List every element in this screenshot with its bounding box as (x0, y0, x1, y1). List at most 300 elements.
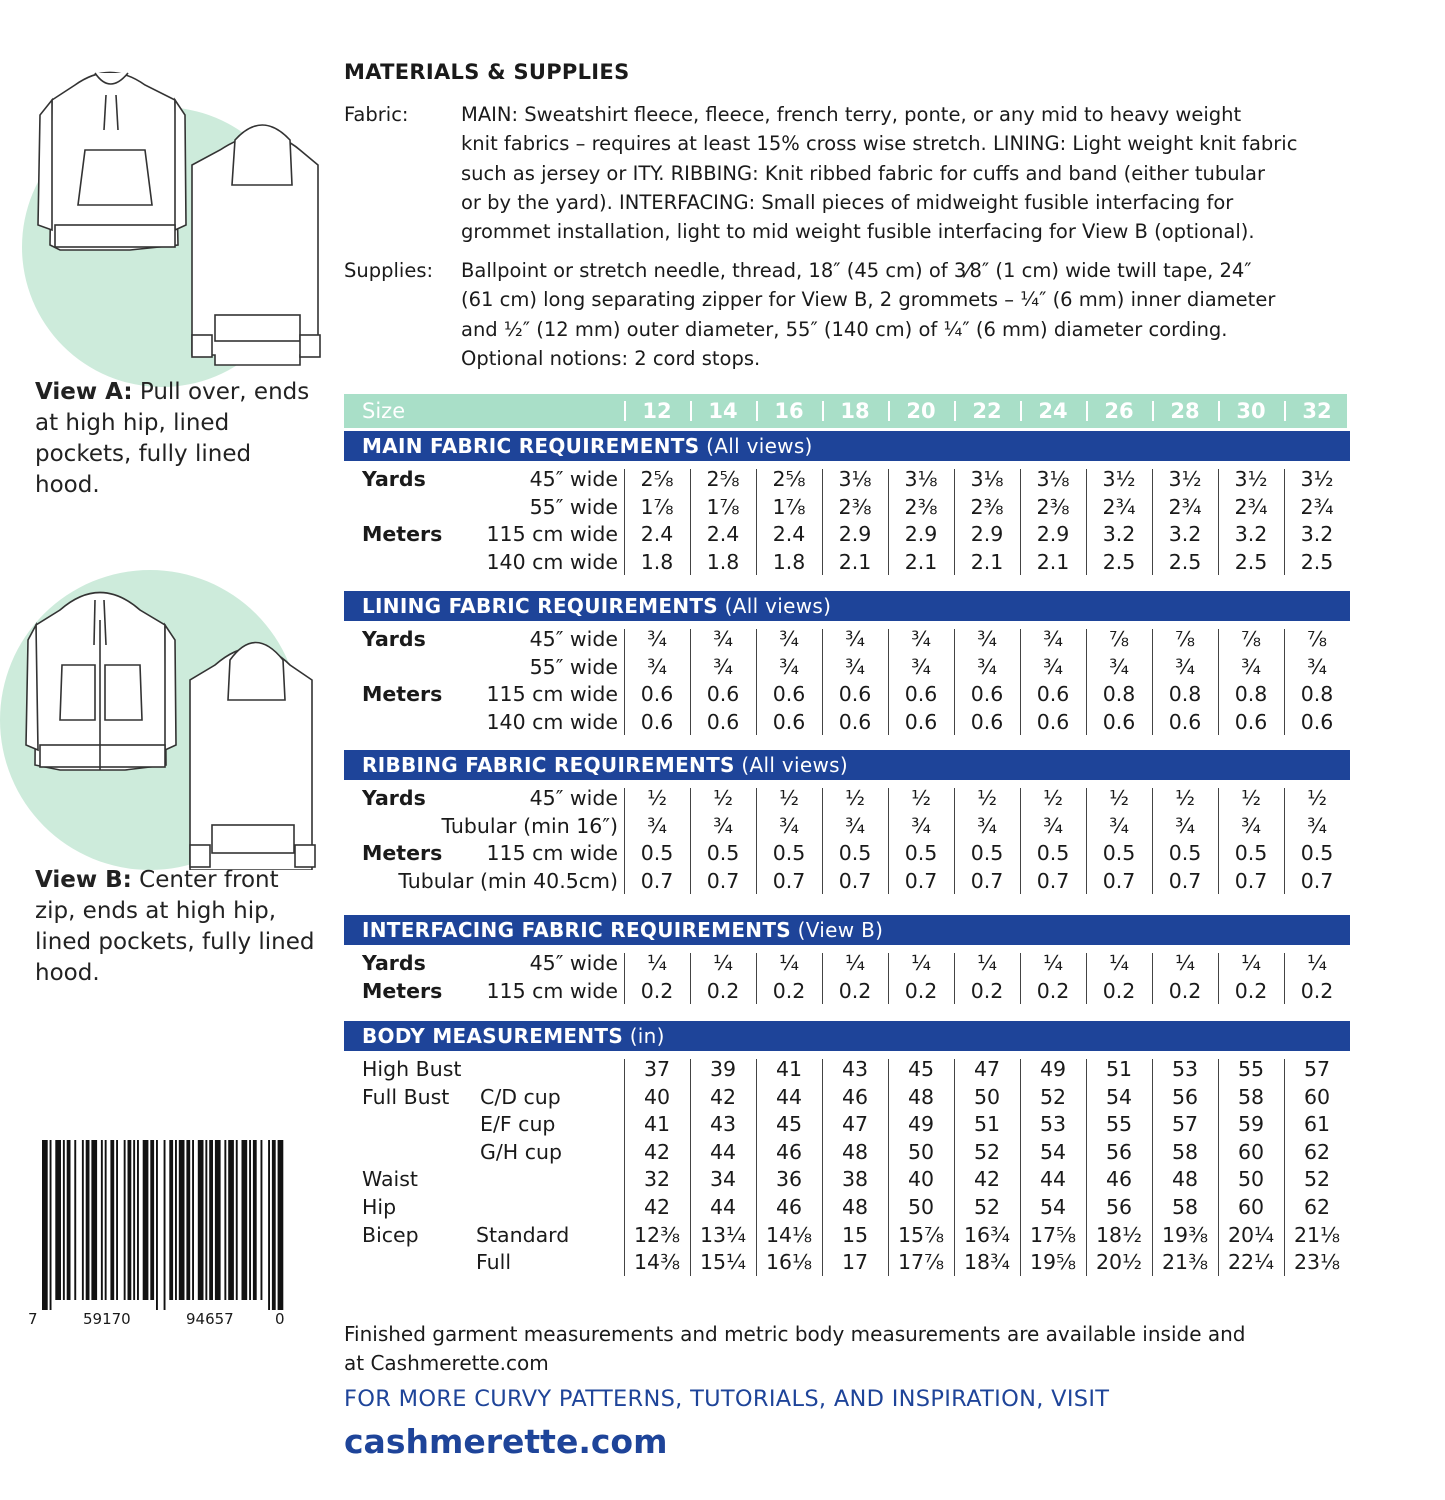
supplies-row (344, 256, 1359, 376)
table-cell: 0.7 (904, 868, 938, 893)
table-cell: 43 (841, 1057, 869, 1081)
table-cell: ¼ (647, 951, 667, 975)
table-cell: ¾ (1307, 654, 1327, 679)
table-cell: 62 (1303, 1195, 1331, 1219)
barcode-bar (143, 1140, 149, 1300)
size-header-divider (690, 401, 692, 421)
table-cell: 2¾ (1300, 494, 1334, 519)
section-title: INTERFACING FABRIC REQUIREMENTS (View B) (362, 918, 884, 942)
barcode-bar (186, 1140, 190, 1300)
barcode-digit-last: 0 (275, 1310, 285, 1328)
table-cell: ¾ (647, 627, 667, 651)
column-divider (1020, 629, 1021, 735)
table-cell: 56 (1105, 1139, 1133, 1164)
table-cell: 3½ (1102, 467, 1136, 491)
table-cell: 0.8 (1300, 682, 1334, 707)
fabric-line: such as jersey or ITY. RIBBING: Knit ribbed fabric for cuffs and band (either tubular (461, 161, 1265, 185)
supplies-text (461, 256, 1356, 373)
size-header-divider (1152, 401, 1154, 421)
barcode-bar (156, 1140, 158, 1310)
table-cell: 3½ (1234, 467, 1268, 491)
table-cell: 0.6 (904, 709, 938, 734)
table-cell: 44 (709, 1139, 737, 1164)
column-divider (954, 953, 955, 1004)
row-label: 115 cm wide (486, 682, 618, 707)
table-cell: 2⅜ (970, 494, 1004, 519)
table-cell: ¾ (845, 627, 865, 651)
column-divider (756, 469, 757, 575)
fabric-line: or by the yard). INTERFACING: Small pieces of midweight fusible interfacing for (461, 190, 1234, 214)
table-cell: 3½ (1300, 467, 1334, 491)
section-header (344, 750, 1350, 780)
column-divider (954, 469, 955, 575)
barcode-bar (86, 1140, 90, 1300)
table-cell: 13¼ (700, 1222, 746, 1247)
section-title: BODY MEASUREMENTS (in) (362, 1024, 665, 1048)
table-cell: 15⅞ (898, 1222, 944, 1247)
table-cell: 0.5 (1102, 841, 1136, 866)
barcode-bar (179, 1140, 185, 1300)
table-cell: ¾ (911, 627, 931, 651)
table-cell: ¾ (1241, 813, 1261, 838)
table-cell: ¾ (911, 813, 931, 838)
table-cell: 56 (1105, 1195, 1133, 1219)
barcode-bar (192, 1140, 194, 1300)
column-divider (690, 1059, 691, 1276)
table-cell: 3⅛ (904, 467, 938, 491)
table-cell: 2¾ (1168, 494, 1202, 519)
table-cell: 20¼ (1228, 1222, 1274, 1247)
table-cell: 3½ (1168, 467, 1202, 491)
row-label: 45″ wide (529, 951, 618, 975)
footer-cta: FOR MORE CURVY PATTERNS, TUTORIALS, AND INSPIRATION, VISIT (344, 1386, 1110, 1412)
table-cell: 57 (1171, 1112, 1199, 1137)
view-b-caption (35, 865, 315, 989)
row-group-label: Yards (362, 951, 426, 975)
table-cell: 17⅞ (898, 1250, 944, 1275)
table-cell: 18½ (1096, 1222, 1142, 1247)
size-header-cell: 20 (906, 399, 936, 423)
table-cell: 15¼ (700, 1250, 746, 1275)
column-divider (1020, 788, 1021, 894)
barcode-bar (164, 1140, 166, 1310)
barcode-bar (42, 1140, 48, 1310)
table-cell: 1⅞ (706, 494, 740, 519)
barcode-bar (116, 1140, 118, 1300)
row-group-label: Meters (362, 978, 443, 1003)
table-cell: 2.4 (706, 522, 740, 547)
section-title: LINING FABRIC REQUIREMENTS (All views) (362, 594, 832, 618)
table-cell: 22¼ (1228, 1250, 1274, 1275)
table-cell: 1.8 (772, 549, 806, 574)
table-cell: 0.5 (772, 841, 806, 866)
table-cell: 21⅛ (1294, 1222, 1340, 1247)
table-cell: ¾ (1175, 813, 1195, 838)
barcode-bar (278, 1140, 284, 1310)
column-divider (1218, 788, 1219, 894)
size-header-cell: 26 (1104, 399, 1134, 423)
table-cell: 14⅛ (766, 1222, 812, 1247)
column-divider (1152, 469, 1153, 575)
barcode-bar (249, 1140, 251, 1300)
column-divider (690, 953, 691, 1004)
table-cell: 3.2 (1102, 522, 1136, 547)
table-cell: 2⅜ (838, 494, 872, 519)
barcode-bar (198, 1140, 204, 1300)
table-cell: 49 (1039, 1057, 1067, 1081)
table-cell: ¼ (1307, 951, 1327, 975)
table-cell: 53 (1171, 1057, 1199, 1081)
table-cell: 16¾ (964, 1222, 1010, 1247)
table-cell: 0.5 (1168, 841, 1202, 866)
table-cell: ½ (779, 786, 799, 810)
table-cell: ½ (647, 786, 667, 810)
table-cell: ¼ (779, 951, 799, 975)
table-cell: 3⅛ (838, 467, 872, 491)
barcode-bar (150, 1140, 154, 1300)
table-cell: 0.6 (706, 682, 740, 707)
table-cell: ½ (1175, 786, 1195, 810)
table-cell: ¼ (845, 951, 865, 975)
table-cell: 51 (973, 1112, 1001, 1137)
table-cell: ¾ (779, 654, 799, 679)
table-cell: 0.5 (838, 841, 872, 866)
table-cell: 60 (1237, 1139, 1265, 1164)
table-cell: 0.5 (1234, 841, 1268, 866)
table-cell: 0.7 (1036, 868, 1070, 893)
table-cell: 41 (775, 1057, 803, 1081)
table-cell: 54 (1039, 1195, 1067, 1219)
row-label: 115 cm wide (486, 522, 618, 547)
footer-url-link[interactable]: cashmerette.com (344, 1422, 668, 1461)
view-b-text: Center front zip, ends at high hip, lined pockets, fully lined hood. (35, 867, 315, 986)
column-divider (1218, 629, 1219, 735)
table-cell: 52 (973, 1195, 1001, 1219)
column-divider (1152, 629, 1153, 735)
barcode-bar (224, 1140, 226, 1300)
table-cell: 44 (775, 1084, 803, 1109)
table-cell: ¼ (1043, 951, 1063, 975)
column-divider (888, 953, 889, 1004)
table-cell: 52 (973, 1139, 1001, 1164)
column-divider (1218, 953, 1219, 1004)
table-cell: 2.5 (1234, 549, 1268, 574)
supplies-label: Supplies: (344, 259, 434, 282)
table-cell: 51 (1105, 1057, 1133, 1081)
table-cell: 0.2 (970, 978, 1004, 1003)
table-cell: 2¾ (1234, 494, 1268, 519)
view-a-text: Pull over, ends at high hip, lined pockets, fully lined hood. (35, 379, 310, 498)
table-cell: ¾ (977, 627, 997, 651)
size-header-cell: 12 (642, 399, 672, 423)
fabric-line: grommet installation, light to mid weight fusible interfacing for View B (optional). (461, 220, 1255, 244)
table-cell: 0.6 (838, 709, 872, 734)
row-group-label: Yards (362, 467, 426, 491)
table-cell: ¾ (1043, 813, 1063, 838)
table-cell: 0.2 (1036, 978, 1070, 1003)
section-title: MAIN FABRIC REQUIREMENTS (All views) (362, 434, 813, 458)
size-header-cell: 14 (708, 399, 738, 423)
table-cell: ½ (977, 786, 997, 810)
table-cell: 58 (1171, 1195, 1199, 1219)
table-cell: 0.6 (706, 709, 740, 734)
table-cell: 58 (1237, 1084, 1265, 1109)
size-header-divider (1284, 401, 1286, 421)
size-header-divider (954, 401, 956, 421)
table-cell: 0.2 (904, 978, 938, 1003)
table-cell: 44 (1039, 1167, 1067, 1192)
table-cell: 61 (1303, 1112, 1331, 1137)
section-header (344, 591, 1350, 621)
table-cell: 0.2 (1234, 978, 1268, 1003)
table-cell: 2.9 (970, 522, 1004, 547)
barcode-bar (50, 1140, 52, 1310)
table-cell: 50 (1237, 1167, 1265, 1192)
table-cell: ¾ (1175, 654, 1195, 679)
table-cell: 0.7 (772, 868, 806, 893)
column-divider (1086, 469, 1087, 575)
table-cell: 2.5 (1168, 549, 1202, 574)
barcode-digit-left: 59170 (83, 1310, 131, 1328)
size-header-cell: 24 (1038, 399, 1068, 423)
section-header (344, 915, 1350, 945)
table-cell: ¾ (779, 813, 799, 838)
row-group-label: Meters (362, 522, 443, 547)
barcode-bar (205, 1140, 207, 1300)
table-cell: 54 (1039, 1139, 1067, 1164)
barcode-bar (63, 1140, 65, 1300)
column-divider (624, 1059, 625, 1276)
table-cell: ¾ (845, 654, 865, 679)
table-cell: 47 (841, 1112, 869, 1137)
table-cell: ½ (845, 786, 865, 810)
barcode-bar (228, 1140, 234, 1300)
column-divider (888, 788, 889, 894)
table-cell: 0.7 (1102, 868, 1136, 893)
row-group-label: Meters (362, 682, 443, 707)
column-divider (888, 1059, 889, 1276)
table-cell: 46 (775, 1139, 803, 1164)
column-divider (1020, 953, 1021, 1004)
table-cell: 2.9 (838, 522, 872, 547)
table-cell: ¾ (713, 813, 733, 838)
size-header-divider (888, 401, 890, 421)
table-cell: 23⅛ (1294, 1250, 1340, 1275)
table-cell: 0.6 (640, 682, 674, 707)
row-label: 45″ wide (529, 786, 618, 810)
table-cell: 2.9 (1036, 522, 1070, 547)
table-cell: 43 (709, 1112, 737, 1137)
table-cell: 0.5 (1036, 841, 1070, 866)
table-cell: ¾ (977, 813, 997, 838)
view-a-illustration (0, 55, 330, 385)
table-cell: 20½ (1096, 1250, 1142, 1275)
table-cell: 46 (1105, 1167, 1133, 1192)
table-cell: 42 (709, 1084, 737, 1109)
materials-title: MATERIALS & SUPPLIES (344, 60, 630, 84)
table-cell: ¾ (713, 654, 733, 679)
column-divider (690, 629, 691, 735)
row-group-label: Yards (362, 627, 426, 651)
table-cell: 2.1 (970, 549, 1004, 574)
row-label: 115 cm wide (486, 978, 618, 1003)
table-cell: ¾ (911, 654, 931, 679)
table-cell: ½ (1043, 786, 1063, 810)
column-divider (1152, 1059, 1153, 1276)
table-cell: 0.2 (838, 978, 872, 1003)
table-cell: 42 (973, 1167, 1001, 1192)
supplies-line: Optional notions: 2 cord stops. (461, 346, 761, 370)
row-group-label: Hip (362, 1195, 397, 1219)
barcode-bar (175, 1140, 177, 1300)
table-cell: 0.5 (640, 841, 674, 866)
column-divider (822, 629, 823, 735)
row-label: Full (476, 1250, 512, 1275)
table-cell: 1⅞ (640, 494, 674, 519)
table-cell: 19⅝ (1030, 1250, 1076, 1275)
table-cell: ¾ (1109, 813, 1129, 838)
fabric-line: knit fabrics – requires at least 15% cross wise stretch. LINING: Light weight knit fabric (461, 132, 1298, 156)
column-divider (954, 629, 955, 735)
table-cell: ⅞ (1241, 627, 1261, 651)
table-cell: 36 (775, 1167, 803, 1192)
table-cell: 0.8 (1234, 682, 1268, 707)
hoodie-front-back-a-icon (0, 55, 330, 385)
column-divider (1020, 1059, 1021, 1276)
table-cell: 39 (709, 1057, 737, 1081)
barcode-bar (91, 1140, 97, 1300)
column-divider (1086, 788, 1087, 894)
table-cell: 0.7 (970, 868, 1004, 893)
table-cell: 62 (1303, 1139, 1331, 1164)
table-cell: ¼ (1241, 951, 1261, 975)
table-cell: 0.2 (1168, 978, 1202, 1003)
row-label: 140 cm wide (486, 709, 618, 734)
table-cell: 18¾ (964, 1250, 1010, 1275)
table-cell: 0.2 (1300, 978, 1334, 1003)
table-cell: 2.5 (1300, 549, 1334, 574)
table-cell: 42 (643, 1139, 671, 1164)
table-cell: 2.4 (640, 522, 674, 547)
table-cell: 0.6 (970, 709, 1004, 734)
table-cell: 0.6 (640, 709, 674, 734)
table-cell: 60 (1237, 1195, 1265, 1219)
table-cell: 48 (841, 1195, 869, 1219)
table-cell: 0.6 (1234, 709, 1268, 734)
view-b-illustration (0, 570, 330, 870)
barcode-bar (110, 1140, 114, 1300)
table-cell: ¼ (1109, 951, 1129, 975)
table-cell: 2⅜ (1036, 494, 1070, 519)
table-cell: 16⅛ (766, 1250, 812, 1275)
size-header-cell: 16 (774, 399, 804, 423)
row-label: E/F cup (480, 1112, 556, 1137)
column-divider (822, 469, 823, 575)
table-cell: 0.5 (970, 841, 1004, 866)
row-label: 55″ wide (529, 654, 618, 679)
table-cell: 0.6 (1300, 709, 1334, 734)
table-cell: 32 (643, 1167, 671, 1192)
table-cell: 2.5 (1102, 549, 1136, 574)
table-cell: 0.7 (640, 868, 674, 893)
table-cell: 50 (907, 1195, 935, 1219)
table-cell: 0.2 (706, 978, 740, 1003)
row-label: Tubular (min 16″) (441, 813, 618, 838)
table-cell: 34 (709, 1167, 737, 1192)
row-label: 45″ wide (529, 467, 618, 491)
size-header-label: Size (362, 399, 406, 423)
table-cell: 55 (1237, 1057, 1265, 1081)
barcode-icon (28, 1140, 293, 1310)
column-divider (1152, 953, 1153, 1004)
table-cell: 0.5 (1300, 841, 1334, 866)
table-cell: 2.1 (1036, 549, 1070, 574)
size-header-cell: 28 (1170, 399, 1200, 423)
size-header-divider (756, 401, 758, 421)
table-cell: 37 (643, 1057, 671, 1081)
table-cell: 2⅝ (640, 467, 674, 491)
barcode-bar (272, 1140, 276, 1310)
size-header-bar (344, 394, 1347, 428)
column-divider (888, 629, 889, 735)
table-cell: 0.6 (1036, 682, 1070, 707)
column-divider (1284, 953, 1285, 1004)
supplies-line: and ½″ (12 mm) outer diameter, 55″ (140 cm) of ¼″ (6 mm) diameter cording. (461, 317, 1228, 341)
table-cell: ¾ (1109, 654, 1129, 679)
section-header (344, 431, 1350, 461)
row-group-label: High Bust (362, 1057, 462, 1081)
table-cell: 15 (841, 1222, 869, 1247)
table-cell: 60 (1303, 1084, 1331, 1109)
table-cell: 0.2 (772, 978, 806, 1003)
row-label: C/D cup (480, 1084, 561, 1109)
table-cell: 48 (841, 1139, 869, 1164)
table-cell: ⅞ (1307, 627, 1327, 651)
row-label: 140 cm wide (486, 549, 618, 574)
table-cell: 19⅜ (1162, 1222, 1208, 1247)
column-divider (624, 469, 625, 575)
table-cell: 44 (709, 1195, 737, 1219)
barcode-bar (105, 1140, 107, 1300)
column-divider (1020, 469, 1021, 575)
row-label: 45″ wide (529, 627, 618, 651)
column-divider (756, 1059, 757, 1276)
table-cell: 47 (973, 1057, 1001, 1081)
table-cell: 14⅜ (634, 1250, 680, 1275)
table-cell: 3⅛ (970, 467, 1004, 491)
table-cell: ¼ (977, 951, 997, 975)
size-header-cell: 32 (1302, 399, 1332, 423)
barcode-bar (55, 1140, 61, 1300)
size-header-divider (1218, 401, 1220, 421)
column-divider (690, 469, 691, 575)
column-divider (624, 629, 625, 735)
table-cell: 0.7 (1168, 868, 1202, 893)
table-cell: 3.2 (1168, 522, 1202, 547)
table-cell: ¾ (779, 627, 799, 651)
row-label: 55″ wide (529, 494, 618, 519)
table-cell: 42 (643, 1195, 671, 1219)
size-header-divider (624, 401, 626, 421)
column-divider (954, 1059, 955, 1276)
table-cell: 1.8 (640, 549, 674, 574)
column-divider (1218, 469, 1219, 575)
barcode-bar (82, 1140, 84, 1300)
barcode-digit-first: 7 (28, 1310, 38, 1328)
table-cell: 0.6 (970, 682, 1004, 707)
table-cell: ¾ (1043, 654, 1063, 679)
barcode-bar (268, 1140, 270, 1310)
